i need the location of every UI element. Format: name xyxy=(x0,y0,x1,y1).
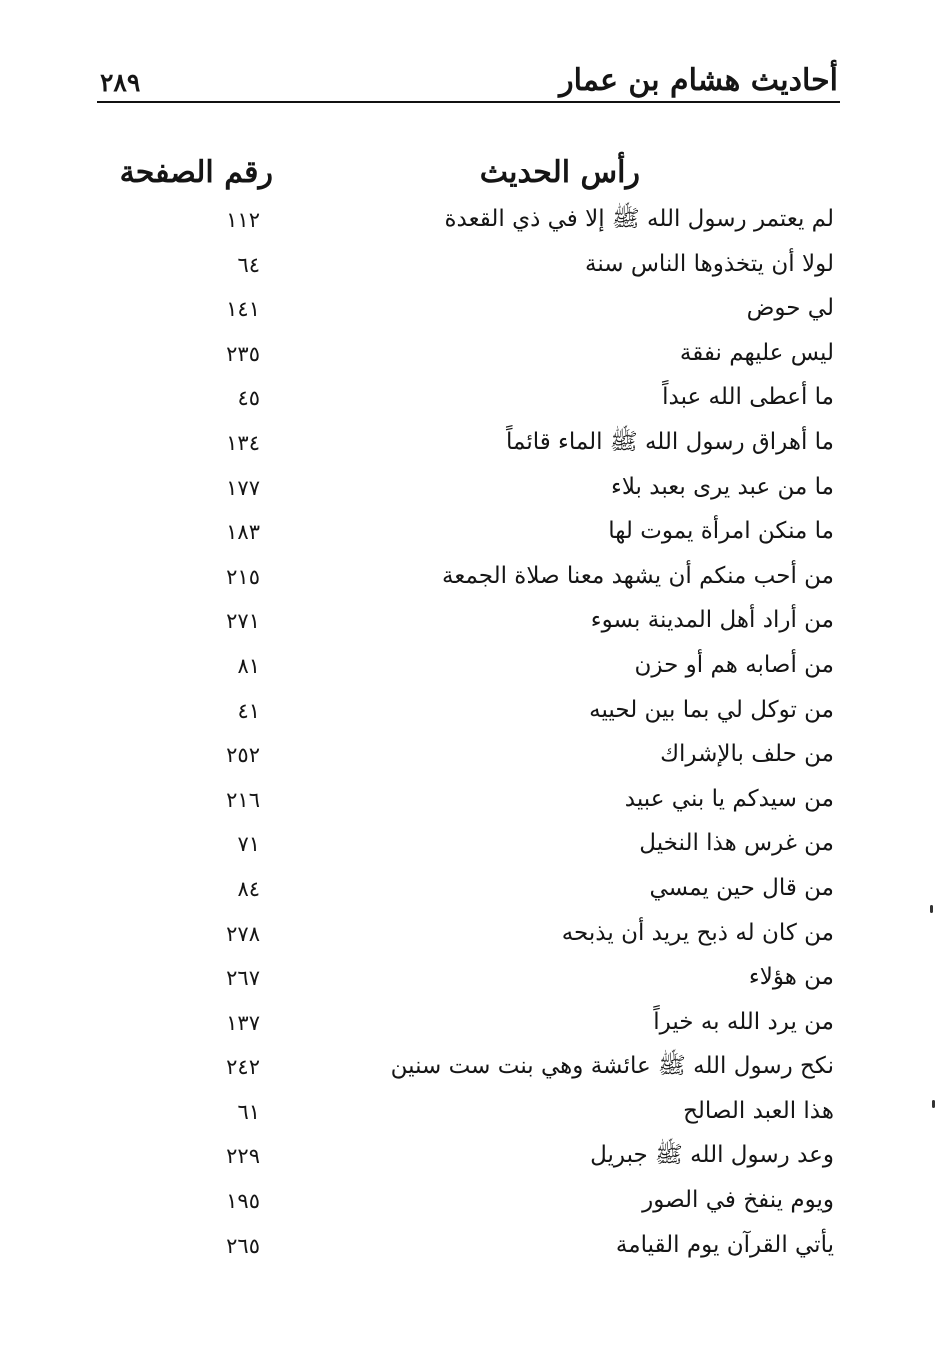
index-row xyxy=(0,954,938,999)
page-reference: ١٤١ xyxy=(226,297,260,322)
page-reference: ٢٦٧ xyxy=(226,966,260,991)
hadith-opening-text: لم يعتمر رسول الله ﷺ إلا في ذي القعدة xyxy=(444,206,834,232)
page-reference: ٢٥٢ xyxy=(226,743,260,768)
index-row xyxy=(0,999,938,1044)
hadith-opening-text: من سيدكم يا بني عبيد xyxy=(624,785,834,812)
page-reference: ٤٥ xyxy=(237,386,260,411)
index-row xyxy=(0,865,938,910)
page-reference: ٢١٦ xyxy=(226,787,260,812)
hadith-opening-text: ليس عليهم نفقة xyxy=(679,339,834,366)
hadith-opening-text: لي حوض xyxy=(746,295,834,322)
hadith-opening-text: من أراد أهل المدينة بسوء xyxy=(590,607,834,634)
running-title: أحاديث هشام بن عمار xyxy=(559,63,838,98)
index-row xyxy=(0,1132,938,1177)
hadith-opening-text: من قال حين يمسي xyxy=(649,874,834,901)
hadith-index-list xyxy=(0,196,938,1266)
index-row xyxy=(0,776,938,821)
page-number: ٢٨٩ xyxy=(100,68,141,97)
page-reference: ٤١ xyxy=(237,698,260,723)
hadith-opening-text: ما أهراق رسول الله ﷺ الماء قائماً xyxy=(506,428,834,455)
margin-speck xyxy=(932,1100,935,1108)
page-reference: ٢٤٢ xyxy=(226,1055,260,1080)
hadith-opening-text: يأتي القرآن يوم القيامة xyxy=(615,1231,834,1258)
hadith-opening-text: ويوم ينفخ في الصور xyxy=(642,1187,834,1214)
hadith-opening-text: ما من عبد يرى بعبد بلاء xyxy=(611,473,834,500)
index-row xyxy=(0,508,938,553)
margin-speck xyxy=(930,905,933,913)
hadith-opening-text: ما أعطى الله عبداً xyxy=(662,384,834,411)
index-row xyxy=(0,330,938,375)
index-row xyxy=(0,196,938,241)
index-row xyxy=(0,285,938,330)
hadith-opening-text: لولا أن يتخذوها الناس سنة xyxy=(584,250,834,277)
page-reference: ٢٦٥ xyxy=(226,1233,260,1258)
page-reference: ٧١ xyxy=(237,832,260,857)
hadith-opening-text: من كان له ذبح يريد أن يذبحه xyxy=(561,919,834,946)
hadith-opening-text: من هؤلاء xyxy=(748,964,834,991)
page-reference: ١١٢ xyxy=(226,208,260,232)
index-row xyxy=(0,731,938,776)
index-row xyxy=(0,597,938,642)
hadith-opening-text: من أحب منكم أن يشهد معنا صلاة الجمعة xyxy=(442,562,834,589)
index-row xyxy=(0,241,938,286)
index-row xyxy=(0,553,938,598)
hadith-opening-text: نكح رسول الله ﷺ عائشة وهي بنت ست سنين xyxy=(390,1053,834,1080)
index-row xyxy=(0,687,938,732)
page-reference: ١٩٥ xyxy=(226,1189,260,1214)
hadith-opening-text: من أصابه هم أو حزن xyxy=(634,651,834,678)
page-reference: ٢٢٩ xyxy=(226,1144,260,1169)
page-reference: ٢٣٥ xyxy=(226,341,260,366)
page-reference: ٢٧١ xyxy=(226,609,260,634)
column-heading-hadith: رأس الحديث xyxy=(479,155,640,190)
page-reference: ١٣٤ xyxy=(226,430,260,455)
hadith-opening-text: من حلف بالإشراك xyxy=(660,741,834,768)
page-reference: ٢٧٨ xyxy=(226,921,260,946)
index-row xyxy=(0,1177,938,1222)
hadith-opening-text: هذا العبد الصالح xyxy=(683,1097,834,1124)
index-row xyxy=(0,1088,938,1133)
index-row xyxy=(0,1043,938,1088)
page-reference: ٨١ xyxy=(237,653,260,678)
hadith-opening-text: من يرد الله به خيراً xyxy=(653,1008,834,1035)
hadith-opening-text: من توكل لي بما بين لحييه xyxy=(589,696,834,723)
hadith-opening-text: من غرس هذا النخيل xyxy=(639,830,834,857)
index-row xyxy=(0,642,938,687)
page-reference: ١٣٧ xyxy=(226,1010,260,1035)
index-row xyxy=(0,820,938,865)
column-heading-page-number: رقم الصفحة xyxy=(119,155,273,190)
page-reference: ٦٤ xyxy=(237,252,260,277)
page-reference: ١٧٧ xyxy=(226,475,260,500)
page-reference: ٨٤ xyxy=(237,876,260,901)
index-row xyxy=(0,464,938,509)
page-reference: ٦١ xyxy=(237,1099,260,1124)
hadith-opening-text: وعد رسول الله ﷺ جبريل xyxy=(590,1142,834,1169)
page-reference: ١٨٣ xyxy=(226,520,260,545)
page-reference: ٢١٥ xyxy=(226,564,260,589)
hadith-opening-text: ما منكن امرأة يموت لها xyxy=(608,518,834,545)
index-row xyxy=(0,910,938,955)
index-row xyxy=(0,374,938,419)
index-row xyxy=(0,1222,938,1267)
header-rule xyxy=(97,101,840,103)
index-row xyxy=(0,419,938,464)
